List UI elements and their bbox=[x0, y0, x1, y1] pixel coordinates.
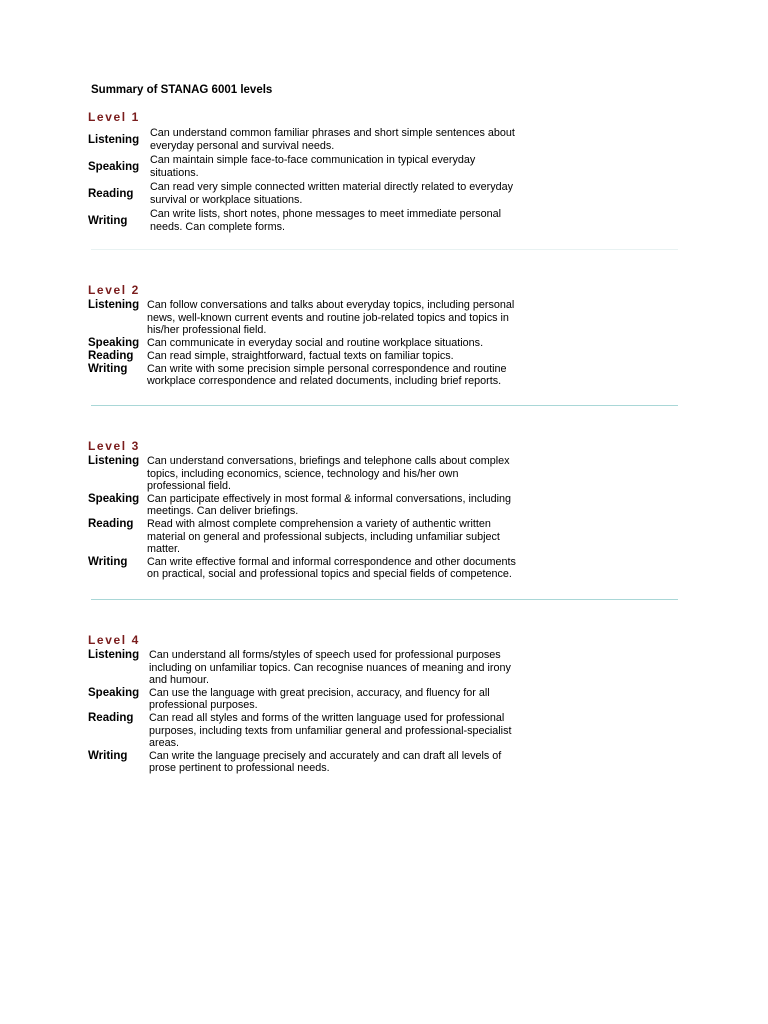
skill-description: Can follow conversations and talks about everyday topics, including personal news, well-known current events and routine job-related topics and topics in his/her professional field. bbox=[147, 299, 515, 337]
skill-label: Listening bbox=[88, 299, 140, 311]
skill-row-speaking bbox=[88, 687, 678, 712]
skill-description: Can write the language precisely and accurately and can draft all levels of prose pertinent to professional needs. bbox=[149, 749, 502, 775]
level-heading: Level 3 bbox=[88, 439, 140, 453]
skill-label: Reading bbox=[88, 187, 134, 200]
skill-row-reading bbox=[88, 180, 678, 207]
skill-row-writing bbox=[88, 207, 678, 234]
skill-description: Can maintain simple face-to-face communication in typical everyday situations. bbox=[150, 153, 476, 179]
skill-description: Can read all styles and forms of the written language used for professional purposes, including texts from unfamiliar general and professional-specialist areas. bbox=[149, 711, 512, 750]
skill-label: Reading bbox=[88, 517, 134, 530]
level-4-section bbox=[88, 633, 678, 775]
skill-description: Can read very simple connected written material directly related to everyday survival or workplace situations. bbox=[150, 180, 514, 206]
section-divider bbox=[91, 599, 678, 600]
skill-label: Writing bbox=[88, 214, 128, 227]
skill-label: Listening bbox=[88, 133, 140, 146]
level-heading: Level 1 bbox=[88, 110, 140, 124]
skill-row-reading bbox=[88, 518, 678, 556]
skill-row-writing bbox=[88, 556, 678, 581]
level-heading: Level 4 bbox=[88, 633, 140, 647]
skill-label: Writing bbox=[88, 749, 128, 762]
skill-row-listening bbox=[88, 126, 678, 153]
skill-row-speaking bbox=[88, 153, 678, 180]
skill-description: Can understand all forms/styles of speech used for professional purposes including on unfamiliar topics. Can recognise nuances of meaning and irony and humour. bbox=[149, 649, 511, 687]
skill-label: Listening bbox=[88, 649, 140, 661]
skill-description: Can write effective formal and informal correspondence and other documents on practical, social and professional topics and special fields of competence. bbox=[147, 555, 516, 581]
skill-label: Speaking bbox=[88, 336, 140, 349]
skill-row-listening bbox=[88, 299, 678, 337]
skill-row-listening bbox=[88, 649, 678, 687]
skill-row-reading bbox=[88, 350, 678, 363]
skill-description: Can read simple, straightforward, factual texts on familiar topics. bbox=[147, 349, 454, 362]
skill-description: Can communicate in everyday social and routine workplace situations. bbox=[147, 336, 484, 349]
skill-label: Speaking bbox=[88, 686, 140, 699]
skill-label: Reading bbox=[88, 711, 134, 724]
skill-row-reading bbox=[88, 712, 678, 750]
level-heading: Level 2 bbox=[88, 283, 140, 297]
skill-row-writing bbox=[88, 363, 678, 388]
skill-description: Can understand conversations, briefings and telephone calls about complex topics, including economics, science, technology and his/her own professional field. bbox=[147, 455, 510, 493]
skill-row-speaking bbox=[88, 493, 678, 518]
section-divider bbox=[91, 405, 678, 406]
document-title: Summary of STANAG 6001 levels bbox=[91, 84, 273, 96]
level-2-section bbox=[88, 283, 678, 388]
skill-description: Read with almost complete comprehension a variety of authentic written material on general and professional subjects, including unfamiliar subject matter. bbox=[147, 517, 500, 556]
skill-label: Reading bbox=[88, 349, 134, 362]
skill-label: Speaking bbox=[88, 492, 140, 505]
skill-description: Can use the language with great precision, accuracy, and fluency for all professional purposes. bbox=[149, 686, 490, 712]
skill-description: Can understand common familiar phrases and short simple sentences about everyday personal and survival needs. bbox=[150, 126, 515, 152]
section-divider bbox=[91, 249, 678, 250]
skill-row-writing bbox=[88, 750, 678, 775]
skill-label: Listening bbox=[88, 455, 140, 467]
skill-label: Writing bbox=[88, 555, 128, 568]
level-3-section bbox=[88, 439, 678, 581]
skill-description: Can write with some precision simple personal correspondence and routine workplace correspondence and related documents, including brief reports. bbox=[147, 362, 507, 388]
level-1-section bbox=[88, 110, 678, 234]
skill-label: Speaking bbox=[88, 160, 140, 173]
skill-row-speaking bbox=[88, 337, 678, 350]
skill-row-listening bbox=[88, 455, 678, 493]
skill-description: Can write lists, short notes, phone messages to meet immediate personal needs. Can complete forms. bbox=[150, 207, 502, 233]
skill-description: Can participate effectively in most formal & informal conversations, including meetings. Can deliver briefings. bbox=[147, 492, 512, 518]
skill-label: Writing bbox=[88, 362, 128, 375]
